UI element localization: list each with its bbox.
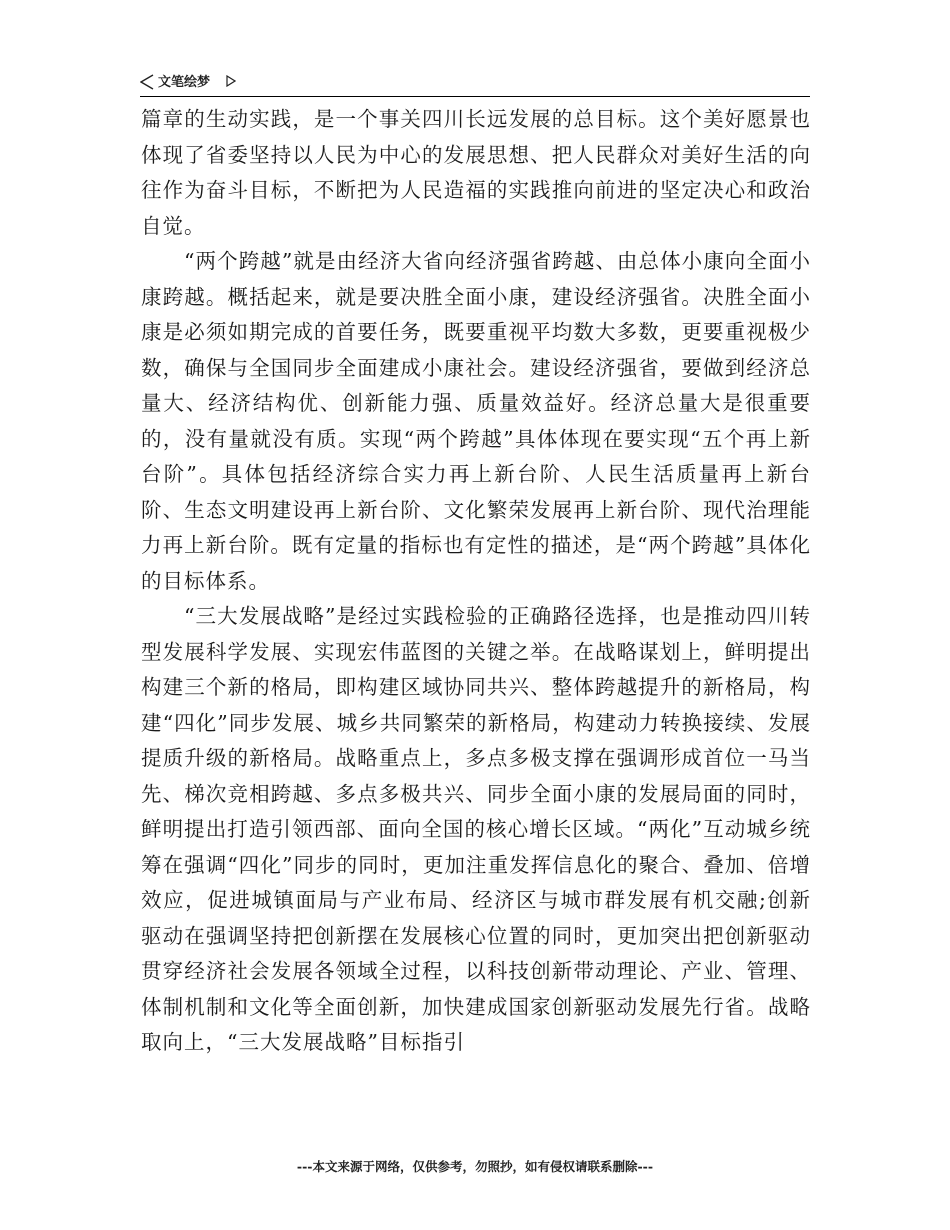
paragraph-2: “两个跨越”就是由经济大省向经济强省跨越、由总体小康向全面小康跨越。概括起来，就是要决胜全面小康，建设经济强省。决胜全面小康是必须如期完成的首要任务，既要重视平均数大多数，更要重视极少数，确保与全国同步全面建成小康社会。建设经济强省，要做到经济总量大、经济结构优、创新能力强、质量效益好。经济总量大是很重要的，没有量就没有质。实现“两个跨越”具体体现在要实现“五个再上新台阶”。具体包括经济综合实力再上新台阶、人民生活质量再上新台阶、生态文明建设再上新台阶、文化繁荣发展再上新台阶、现代治理能力再上新台阶。既有定量的指标也有定性的描述，是“两个跨越”具体化的目标体系。 xyxy=(141,249,811,593)
page-header xyxy=(140,70,810,97)
header-title: 文笔绘梦 xyxy=(158,75,211,90)
paragraph-3: “三大发展战略”是经过实践检验的正确路径选择，也是推动四川转型发展科学发展、实现宏伟蓝图的关键之举。在战略谋划上，鲜明提出构建三个新的格局，即构建区域协同共兴、整体跨越提升的新格局，构建“四化”同步发展、城乡共同繁荣的新格局，构建动力转换接续、发展提质升级的新格局。战略重点上，多点多极支撑在强调形成首位一马当先、梯次竞相跨越、多点多极共兴、同步全面小康的发展局面的同时，鲜明提出打造引领西部、面向全国的核心增长区域。“两化”互动城乡统筹在强调“四化”同步的同时，更加注重发挥信息化的聚合、叠加、倍增效应，促进城镇面局与产业布局、经济区与城市群发展有机交融;创新驱动在强调坚持把创新摆在发展核心位置的同时，更加突出把创新驱动贯穿经济社会发展各领域全过程，以科技创新带动理论、产业、管理、体制机制和文化等全面创新，加快建成国家创新驱动发展先行省。战略取向上，“三大发展战略”目标指引 xyxy=(141,604,811,1054)
footer-disclaimer: ---本文来源于网络，仅供参考，勿照抄，如有侵权请联系删除--- xyxy=(296,1159,654,1174)
document-body xyxy=(141,102,811,1061)
left-triangle-icon xyxy=(140,74,154,90)
paragraph-1: 篇章的生动实践，是一个事关四川长远发展的总目标。这个美好愿景也体现了省委坚持以人民为中心的发展思想、把人民群众对美好生活的向往作为奋斗目标，不断把为人民造福的实践推向前进的坚定决心和政治自觉。 xyxy=(141,107,811,238)
right-triangle-icon xyxy=(226,75,236,87)
